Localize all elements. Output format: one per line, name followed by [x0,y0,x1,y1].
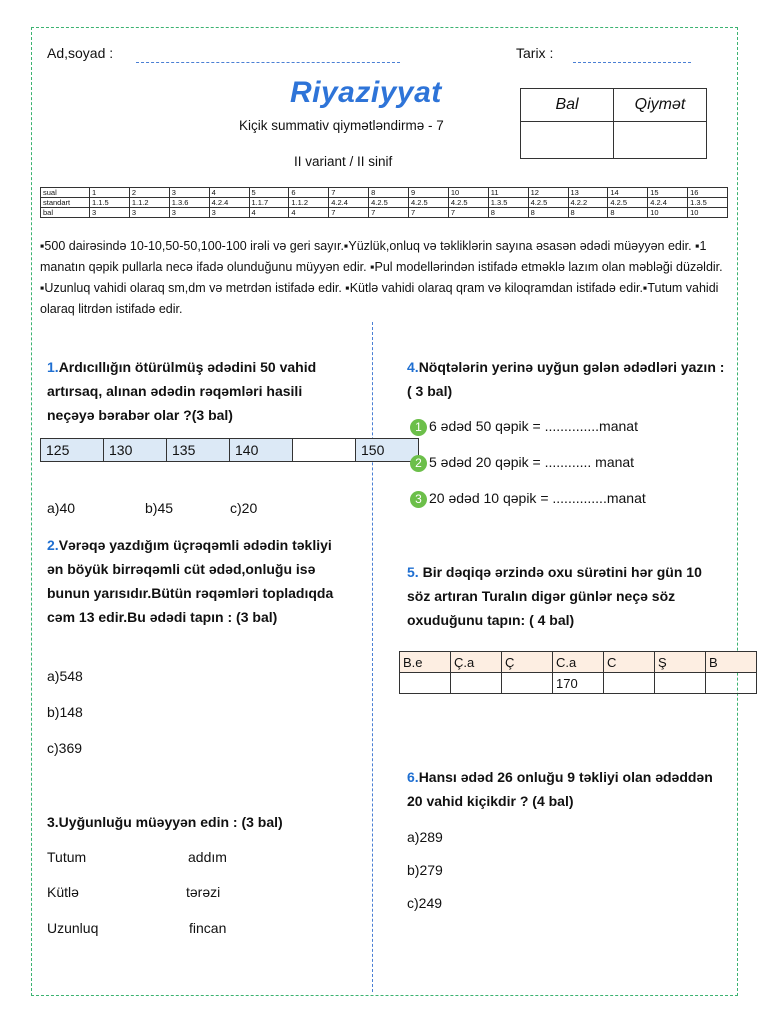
question-text: Bir dəqiqə ərzində oxu sürətini hər gün 10 söz artıran Turalın digər günlər neçə söz oxuduğunu tapın: ( 4 bal) [407,564,702,628]
standards-cell: 4 [209,188,249,198]
standards-cell: 13 [568,188,608,198]
standards-cell: 7 [448,208,488,218]
standards-cell: 10 [648,208,688,218]
standards-cell: 7 [369,208,409,218]
standards-cell: 10 [688,208,728,218]
page-title: Riyaziyyat [290,76,442,109]
match-right-item: fincan [189,920,227,936]
sequence-table [40,438,419,462]
standards-cell: 1.3.5 [688,198,728,208]
standards-cell: 3 [129,208,169,218]
seq-cell: 125 [41,439,104,462]
standards-cell: 1.3.5 [488,198,528,208]
standards-cell: 6 [289,188,329,198]
q4-item [410,490,646,508]
standards-cell: 11 [488,188,528,198]
standards-cell: 7 [409,208,449,218]
number-circle-icon: 2 [410,455,427,472]
standards-cell: 1.1.5 [90,198,130,208]
day-value-cell[interactable] [451,673,502,694]
standards-cell: 1.1.2 [129,198,169,208]
standards-row [41,188,728,198]
bal-header: Bal [521,89,614,122]
question-number: 5. [407,564,419,580]
question-text: Ardıcıllığın ötürülmüş ədədini 50 vahid artırsaq, alınan ədədin rəqəmləri hasili neçəyə bərabər olar ?(3 bal) [47,359,317,423]
seq-blank-cell[interactable] [293,439,356,462]
question-6 [407,765,727,813]
match-right-item: addım [188,849,227,865]
date-label: Tarix : [516,45,554,61]
option-c[interactable]: c)249 [407,895,443,911]
grade-box [520,88,707,159]
standards-cell: 1.1.2 [289,198,329,208]
day-value-cell[interactable] [706,673,757,694]
qiymet-cell[interactable] [614,122,707,159]
standards-cell: 1.1.7 [249,198,289,208]
question-text: Vərəqə yazdığım üçrəqəmli ədədin təkliyi ən böyük birrəqəmli cüt ədəd,onluğu isə bunun yarısıdır.Bütün rəqəmləri topladıqda cəm 13 edir.Bu ədədi tapın : (3 bal) [47,537,334,625]
seq-cell: 140 [230,439,293,462]
option-a[interactable]: a)289 [407,829,443,845]
standards-cell: 3 [90,208,130,218]
question-2 [47,533,347,629]
day-value-cell[interactable] [604,673,655,694]
standards-cell: 8 [608,208,648,218]
q4-item-text: 20 ədəd 10 qəpik = ..............manat [429,490,646,506]
subtitle: Kiçik summativ qiymətləndirmə - 7 [239,118,444,133]
standards-cell: 7 [329,188,369,198]
day-header: B.e [400,652,451,673]
date-field[interactable] [573,62,691,63]
match-left-item: Kütlə [47,884,79,900]
standards-row-label: sual [41,188,90,198]
standards-cell: 4.2.4 [209,198,249,208]
standards-cell: 10 [448,188,488,198]
option-a[interactable]: a)548 [47,668,83,684]
match-right-item: tərəzi [186,884,221,900]
standards-cell: 1.3.6 [169,198,209,208]
day-header: C [604,652,655,673]
question-number: 6. [407,769,419,785]
day-header: Ş [655,652,706,673]
standards-cell: 5 [249,188,289,198]
question-text: Nöqtələrin yerinə uyğun gələn ədədləri yazın : ( 3 bal) [407,359,725,399]
standards-cell: 4.2.5 [369,198,409,208]
standards-cell: 2 [129,188,169,198]
match-left-item: Tutum [47,849,87,865]
standards-cell: 4 [289,208,329,218]
day-header: Ç.a [451,652,502,673]
standards-cell: 9 [409,188,449,198]
bal-cell[interactable] [521,122,614,159]
name-label: Ad,soyad : [47,45,114,61]
standards-cell: 4.2.5 [409,198,449,208]
question-3: 3.Uyğunluğu müəyyən edin : (3 bal) [47,814,283,830]
option-c[interactable]: c)369 [47,740,83,756]
q4-item [410,418,638,436]
option-b[interactable]: b)279 [407,862,443,878]
standards-cell: 7 [329,208,369,218]
page-frame [31,27,738,996]
number-circle-icon: 3 [410,491,427,508]
match-left-item: Uzunluq [47,920,99,936]
standards-description: ▪500 dairəsində 10-10,50-50,100-100 irəli və geri sayır.▪Yüzlük,onluq və təkliklərin sayına əsasən ədədi müəyyən edir. ▪1 manatın qəpik pullarla necə ifadə olunduğunu müyyən edir. ▪Pul modellərindən istifadə etməklə lazım olan məbləği düzəldir. ▪Uzunluq vahidi olaraq sm,dm və metrdən istifadə edir. ▪Kütlə vahidi olaraq qram və kiloqramdan istifadə edir.▪Tutum vahidi olaraq litrdən istifadə edir. [40,239,723,316]
option-c[interactable]: c)20 [230,500,258,516]
standards-cell: 8 [369,188,409,198]
standards-cell: 12 [528,188,568,198]
standards-row-label: standart [41,198,90,208]
standards-cell: 4 [249,208,289,218]
day-header: Ç [502,652,553,673]
variant-label: II variant / II sinif [294,154,393,169]
q4-item-text: 5 ədəd 20 qəpik = ............ manat [429,454,635,470]
question-number: 1. [47,359,59,375]
days-table [399,651,757,694]
option-b[interactable]: b)148 [47,704,83,720]
standards-cell: 8 [528,208,568,218]
seq-cell: 135 [167,439,230,462]
seq-cell: 150 [356,439,419,462]
standards-cell: 4.2.5 [528,198,568,208]
day-header: B [706,652,757,673]
day-value-cell[interactable] [655,673,706,694]
standards-cell: 3 [209,208,249,218]
standards-cell: 3 [169,208,209,218]
question-4 [407,355,727,403]
day-header: C.a [553,652,604,673]
day-value-cell[interactable] [502,673,553,694]
standards-cell: 4.2.4 [648,198,688,208]
standards-cell: 4.2.5 [448,198,488,208]
question-number: 4. [407,359,419,375]
q4-item-text: 6 ədəd 50 qəpik = ..............manat [429,418,638,434]
standards-cell: 4.2.2 [568,198,608,208]
day-value-cell[interactable] [400,673,451,694]
standards-cell: 4.2.5 [608,198,648,208]
name-field[interactable] [136,62,400,63]
standards-cell: 4.2.4 [329,198,369,208]
standards-cell: 16 [688,188,728,198]
option-a[interactable]: a)40 [47,500,76,516]
standards-cell: 14 [608,188,648,198]
standards-table [40,187,728,218]
standards-cell: 3 [169,188,209,198]
standards-cell: 15 [648,188,688,198]
number-circle-icon: 1 [410,419,427,436]
standards-row [41,198,728,208]
standards-cell: 8 [568,208,608,218]
seq-cell: 130 [104,439,167,462]
question-1 [47,355,347,427]
qiymet-header: Qiymət [614,89,707,122]
column-divider [372,322,373,992]
option-b[interactable]: b)45 [145,500,174,516]
q4-item [410,454,634,472]
day-value-cell: 170 [553,673,604,694]
standards-cell: 8 [488,208,528,218]
standards-row [41,208,728,218]
standards-row-label: bal [41,208,90,218]
question-5 [407,560,727,632]
standards-cell: 1 [90,188,130,198]
question-text: Hansı ədəd 26 onluğu 9 təkliyi olan ədəddən 20 vahid kiçikdir ? (4 bal) [407,769,713,809]
question-number: 2. [47,537,59,553]
